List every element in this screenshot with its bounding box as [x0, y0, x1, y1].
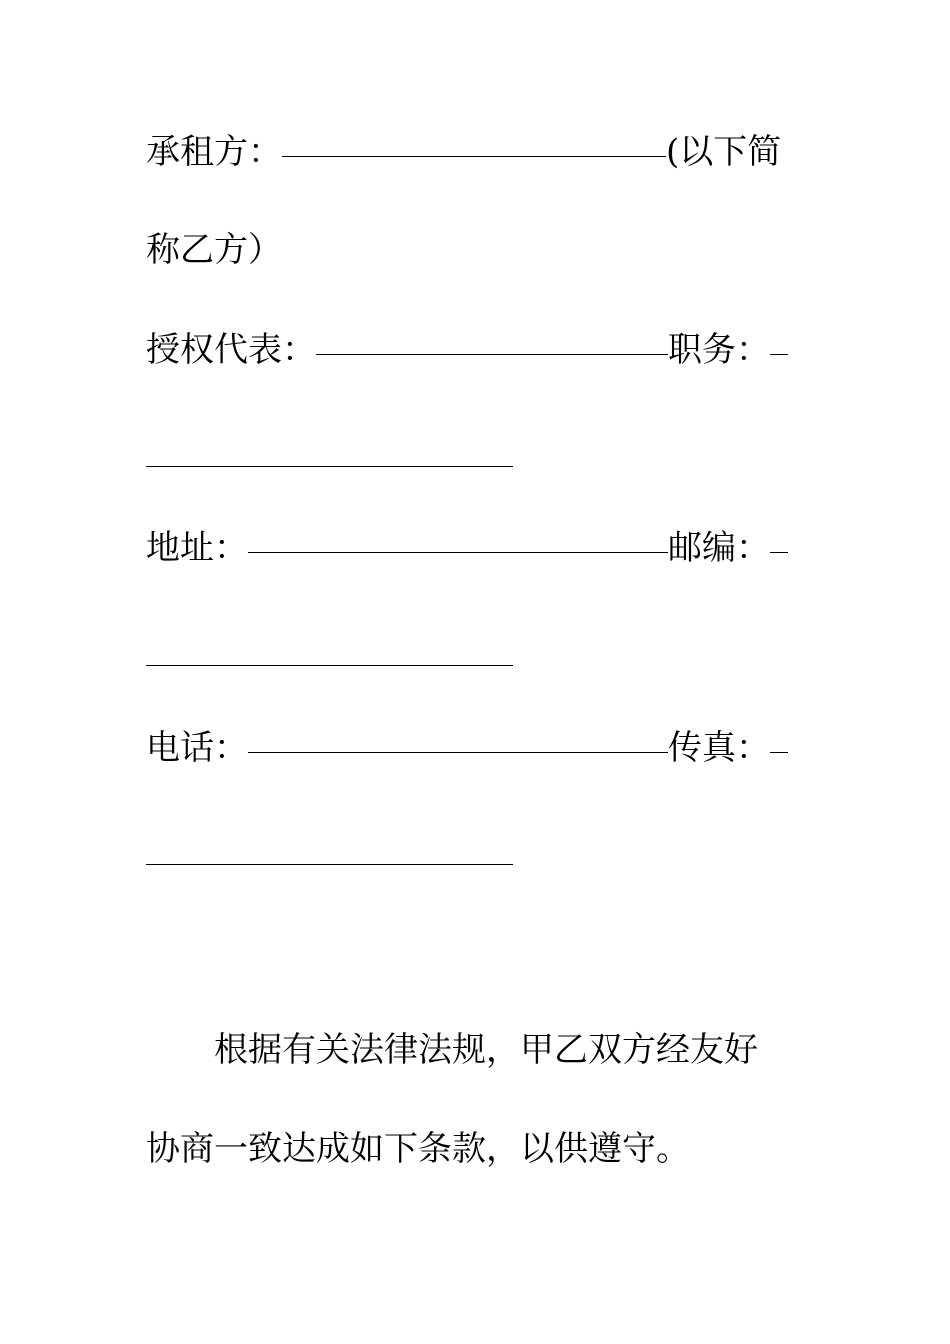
phone-blank[interactable] — [248, 712, 668, 753]
lessee-line — [146, 122, 796, 182]
representative-line — [146, 320, 796, 380]
intro-paragraph-line-1: 根据有关法律法规，甲乙双方经友好 — [214, 1030, 758, 1070]
address-label: 地址： — [146, 528, 248, 568]
fax-blank-continuation[interactable] — [146, 864, 513, 865]
phone-line — [146, 718, 796, 778]
fax-label: 传真： — [668, 728, 770, 768]
representative-label: 授权代表： — [146, 330, 316, 370]
position-blank-continuation[interactable] — [146, 466, 513, 467]
lessee-suffix: (以下简 — [666, 132, 782, 172]
address-line — [146, 518, 796, 578]
fax-blank-start[interactable] — [770, 712, 788, 753]
lessee-continuation: 称乙方） — [146, 230, 282, 270]
lessee-continuation-line — [146, 220, 796, 280]
intro-paragraph-line-2: 协商一致达成如下条款，以供遵守。 — [146, 1129, 690, 1169]
lessee-name-blank[interactable] — [282, 116, 666, 157]
position-label: 职务： — [668, 330, 770, 370]
representative-blank[interactable] — [316, 314, 668, 355]
position-blank-start[interactable] — [770, 314, 788, 355]
postcode-blank-continuation[interactable] — [146, 665, 513, 666]
lessee-label: 承租方： — [146, 132, 282, 172]
postcode-label: 邮编： — [668, 528, 770, 568]
phone-label: 电话： — [146, 728, 248, 768]
address-blank[interactable] — [248, 512, 668, 553]
postcode-blank-start[interactable] — [770, 512, 788, 553]
